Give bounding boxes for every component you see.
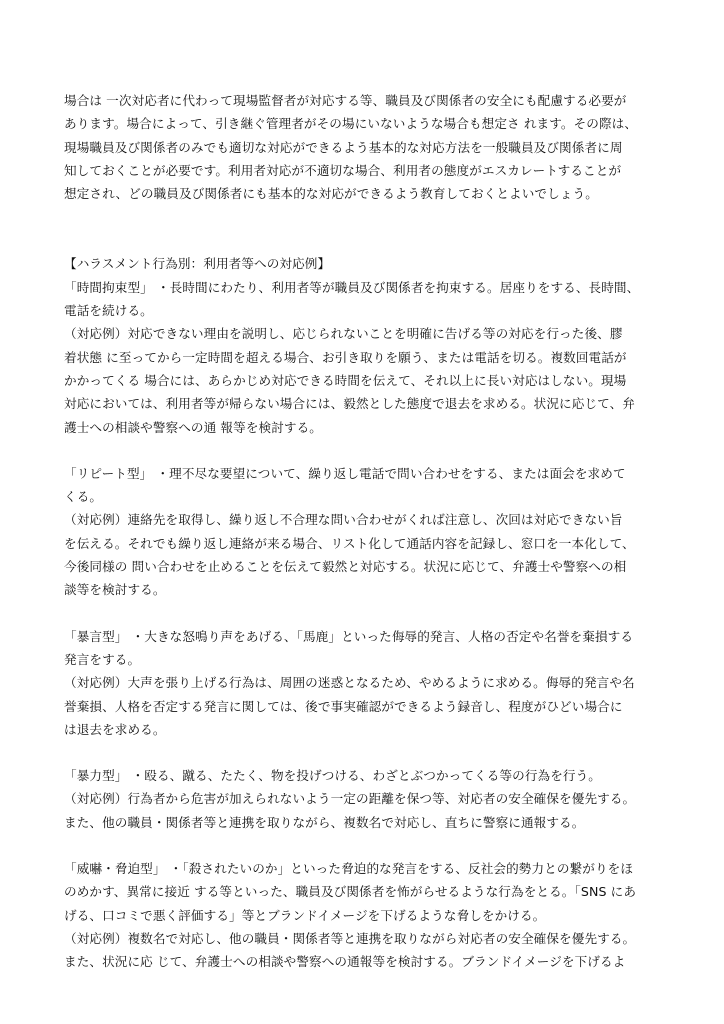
- text-line: 対応においては、利用者等が帰らない場合には、毅然とした態度で退去を求める。状況に応じて、弁: [64, 396, 635, 412]
- text-line: 「時間拘束型」 ・長時間にわたり、利用者等が職員及び関係者を拘束する。居座りをする、長時間、: [64, 279, 640, 295]
- spacer: [64, 602, 664, 625]
- text-line: また、状況に応 じて、弁護士への相談や警察への通報等を検討する。ブランドイメージを下げるよ: [64, 954, 626, 970]
- text-line: 現場職員及び関係者のみでも適切な対応ができるよう基本的な対応方法を一般職員及び関係者に周: [64, 139, 623, 155]
- harassment-block-repeat: [64, 462, 664, 602]
- text-line: のめかす、異常に接近 する等といった、職員及び関係者を怖がらせるような行為をとる。「SNS にあ: [64, 884, 637, 900]
- spacer: [64, 834, 664, 857]
- text-line: あります。場合によって、引き継ぐ管理者がその場にいないような場合も想定さ れます。その際は、: [64, 116, 638, 132]
- text-line: 知しておくことが必要です。利用者対応が不適切な場合、利用者の態度がエスカレートすることが: [64, 162, 622, 178]
- text-line: かかってくる 場合には、あらかじめ対応できる時間を伝えて、それ以上に長い対応はしない。現場: [64, 372, 627, 388]
- spacer: [64, 439, 664, 462]
- text-line: また、他の職員・関係者等と連携を取りながら、複数名で対応し、直ちに警察に通報する。: [64, 814, 585, 830]
- text-line: （対応例）複数名で対応し、他の職員・関係者等と連携を取りながら対応者の安全確保を優先する。: [64, 930, 636, 946]
- text-line: （対応例）行為者から危害が加えられないよう一定の距離を保つ等、対応者の安全確保を優先する。: [64, 791, 636, 807]
- text-line: 「リピート型」 ・理不尽な要望について、繰り返し電話で問い合わせをする、または面会を求めて: [64, 465, 626, 481]
- text-line: （対応例）大声を張り上げる行為は、周囲の迷惑となるため、やめるように求める。侮辱的発言や名: [64, 675, 635, 691]
- text-line: 電話を続ける。: [64, 303, 153, 319]
- text-line: 着状態 に至ってから一定時間を超える場合、お引き取りを願う、または電話を切る。複数回電話が: [64, 349, 627, 365]
- spacer: [64, 205, 664, 252]
- text-line: 発言をする。: [64, 651, 141, 667]
- text-line: 護士への相談や警察への通 報等を検討する。: [64, 419, 322, 435]
- document-body: [64, 89, 664, 974]
- intro-paragraph: [64, 89, 664, 205]
- text-line: は退去を求める。: [64, 721, 166, 737]
- text-line: 誉棄損、人格を否定する発言に関しては、後で事実確認ができるよう録音し、程度がひどい場合に: [64, 698, 623, 714]
- spacer: [64, 741, 664, 764]
- text-line: 今後同様の 問い合わせを止めることを伝えて毅然と対応する。状況に応じて、弁護士や警察への相: [64, 559, 627, 575]
- section-heading: 【ハラスメント行為別：利用者等への対応例】: [64, 256, 331, 272]
- text-line: 場合は 一次対応者に代わって現場監督者が対応する等、職員及び関係者の安全にも配慮する必要が: [64, 93, 627, 108]
- text-line: 「暴言型」 ・大きな怒鳴り声をあげる、「馬鹿」といった侮辱的発言、人格の否定や名誉を棄損する: [64, 628, 634, 644]
- harassment-block-verbal-abuse: [64, 625, 664, 741]
- text-line: 「威嚇・脅迫型」 ・「殺されたいのか」といった脅迫的な発言をする、反社会的勢力との繋がりをほ: [64, 861, 634, 877]
- harassment-block-time-binding: [64, 276, 664, 439]
- text-line: 想定され、どの職員及び関係者にも基本的な対応ができるよう教育しておくとよいでしょう。: [64, 186, 598, 202]
- text-line: 「暴力型」 ・殴る、蹴る、たたく、物を投げつける、わざとぶつかってくる等の行為を行う。: [64, 768, 601, 784]
- text-line: （対応例）対応できない理由を説明し、応じられないことを明確に告げる等の対応を行った後、膠: [64, 326, 623, 342]
- harassment-block-intimidation: [64, 857, 664, 973]
- text-line: げる、口コミで悪く評価する」等とブランドイメージを下げるような脅しをかける。: [64, 907, 546, 923]
- text-line: を伝える。それでも繰り返し連絡が来る場合、リスト化して通話内容を記録し、窓口を一本化して、: [64, 535, 635, 551]
- text-line: 談等を検討する。: [64, 582, 166, 598]
- text-line: くる。: [64, 489, 103, 505]
- harassment-block-violence: [64, 764, 664, 834]
- text-line: （対応例）連絡先を取得し、繰り返し不合理な問い合わせがくれば注意し、次回は対応できない旨: [64, 512, 623, 528]
